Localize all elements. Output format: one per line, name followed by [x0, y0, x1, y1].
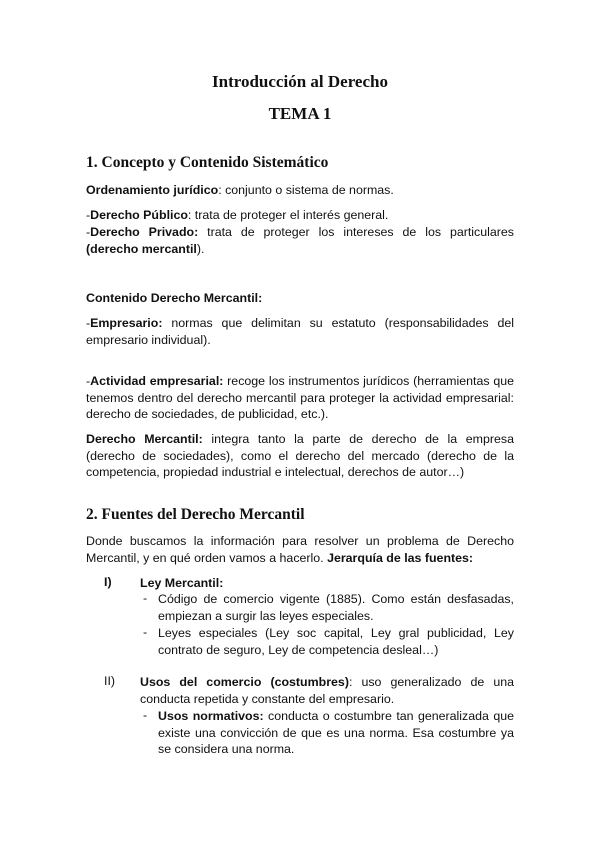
empresario-text: normas que delimitan su estatuto (responsabilidades del empresario individual).: [86, 316, 514, 347]
ordenamiento-paragraph: [86, 182, 514, 199]
list-item-heading-term: Ley Mercantil:: [140, 576, 224, 590]
list-item-heading-text: : uso generalizado de una conducta repetida y constante del empresario.: [140, 675, 515, 706]
actividad-prefix: -: [86, 374, 91, 388]
derecho-mercantil-paragraph: [86, 431, 514, 481]
derecho-mercantil-text: integra tanto la parte de derecho de la empresa (derecho de sociedades), como el derecho del mercado (derecho de la competencia, propiedad industrial e intelectual, derechos de autor…): [86, 432, 514, 479]
subitem: [158, 625, 514, 658]
list-item-numeral: I): [104, 575, 112, 589]
subitem: [158, 708, 514, 758]
actividad-text: recoge los instrumentos jurídicos (herramientas que tenemos dentro del derecho mercantil para proteger la actividad empresarial: derecho de sociedades, de publicidad, etc.).: [86, 374, 514, 421]
document-title: Introducción al Derecho: [212, 72, 388, 91]
subitem: [158, 591, 514, 624]
subitem-dash: -: [143, 591, 148, 605]
list-item-heading: [140, 674, 514, 707]
publico-term: Derecho Público: [90, 208, 188, 222]
subitem-dash: -: [143, 625, 148, 639]
section1-heading: 1. Concepto y Contenido Sistemático: [86, 154, 329, 171]
contenido-heading-text: Contenido Derecho Mercantil:: [86, 291, 263, 305]
subitem-dash: -: [143, 708, 148, 722]
ordenamiento-text: : conjunto o sistema de normas.: [218, 183, 394, 197]
subitem-term: Usos normativos:: [158, 709, 264, 723]
privado-text: trata de proteger los intereses de los particulares: [198, 225, 514, 239]
actividad-paragraph: [86, 373, 514, 423]
ordenamiento-term: Ordenamiento jurídico: [86, 183, 219, 197]
empresario-prefix: -: [86, 316, 91, 330]
fuentes-intro-bold: Jerarquía de las fuentes:: [327, 550, 474, 565]
section2-heading: 2. Fuentes del Derecho Mercantil: [86, 506, 305, 523]
empresario-paragraph: [86, 315, 514, 348]
list-item-heading: [140, 575, 514, 592]
publico-text: : trata de proteger el interés general.: [187, 208, 389, 222]
subitem-text: Leyes especiales (Ley soc capital, Ley gral publicidad, Ley contrato de seguro, Ley de competencia desleal…): [158, 626, 514, 657]
actividad-term: Actividad empresarial:: [90, 374, 224, 388]
derecho-mercantil-term: Derecho Mercantil:: [86, 432, 203, 446]
privado-term: Derecho Privado:: [90, 225, 199, 239]
privado-end: ).: [196, 241, 205, 256]
fuentes-intro-text: Donde buscamos la información para resolver un problema de Derecho Mercantil, y en qué orden vamos a hacerlo.: [86, 534, 514, 565]
publico-paragraph: [86, 207, 514, 224]
empresario-term: Empresario:: [90, 316, 163, 330]
privado-paragraph: [86, 224, 514, 257]
contenido-heading: [86, 290, 514, 307]
document-subtitle: TEMA 1: [268, 104, 332, 123]
list-item-heading-term: Usos del comercio (costumbres): [140, 675, 349, 689]
subitem-text: conducta o costumbre tan generalizada que existe una convicción de que es una norma. Esa costumbre ya se considera una norma.: [158, 709, 515, 756]
list-item-numeral: II): [104, 674, 116, 688]
fuentes-intro: [86, 533, 514, 566]
subitem-text: Código de comercio vigente (1885). Como están desfasadas, empiezan a surgir las leyes especiales.: [158, 592, 514, 623]
publico-prefix: -: [86, 208, 91, 222]
privado-term2: (derecho mercantil: [86, 241, 197, 256]
privado-prefix: -: [86, 225, 91, 239]
